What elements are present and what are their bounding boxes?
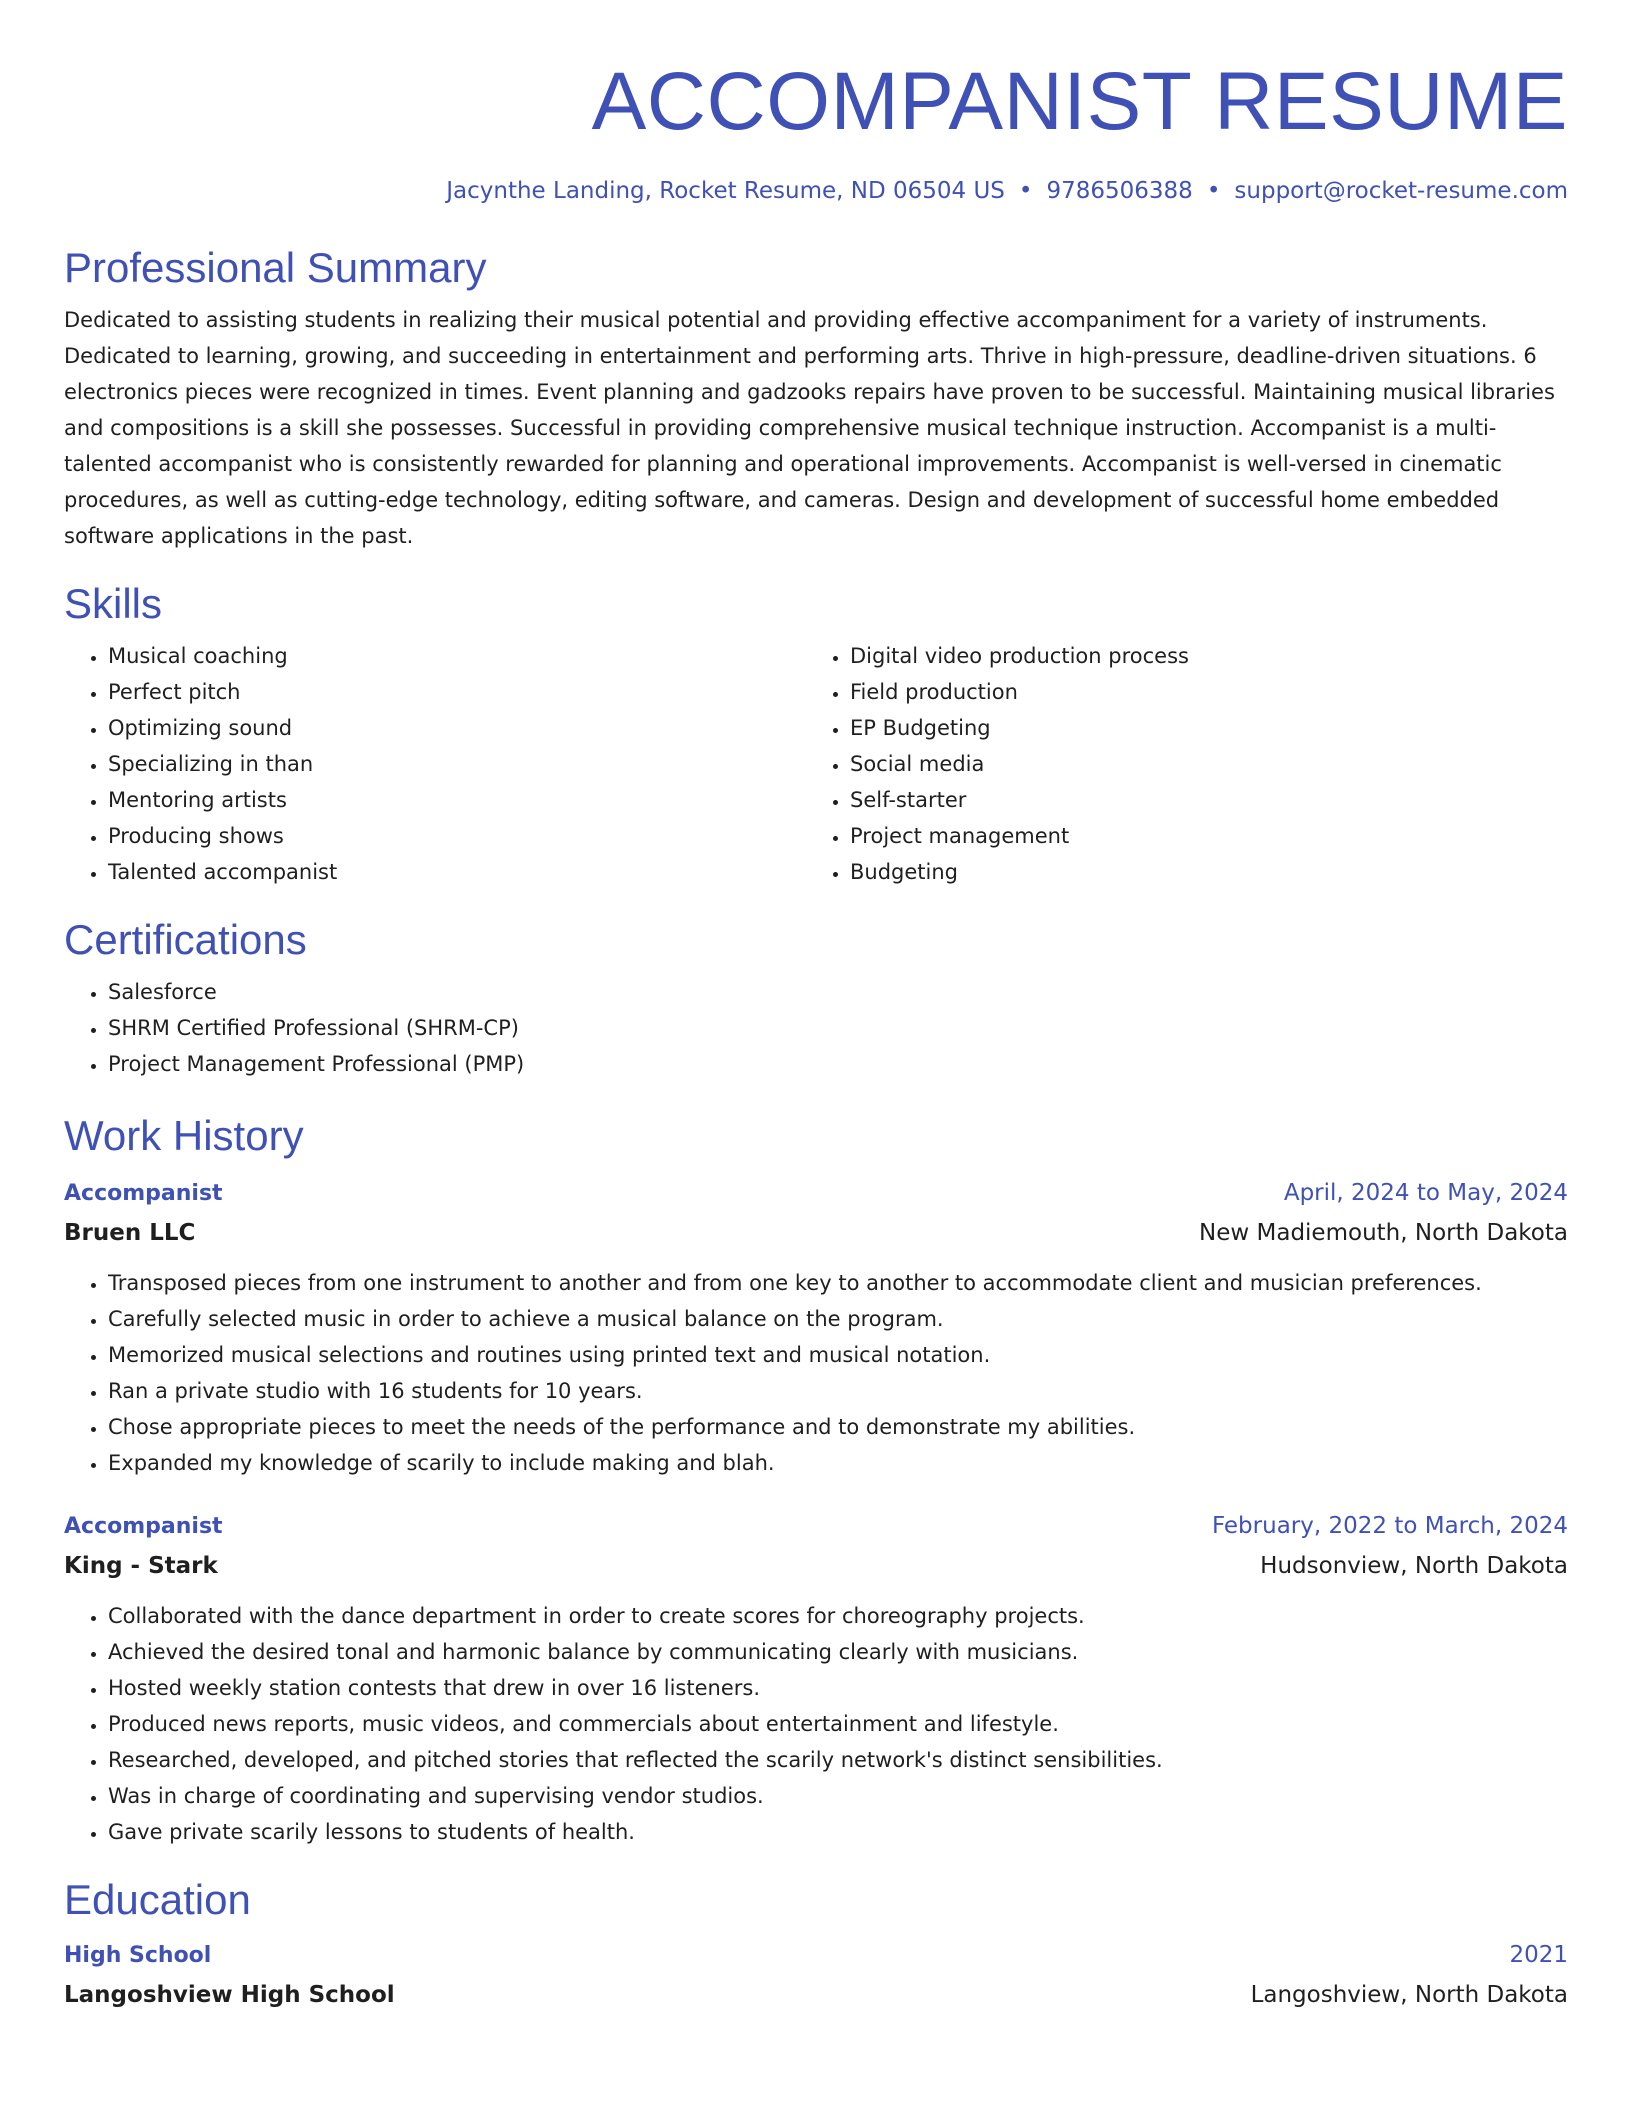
skill-item: • Digital video production process — [850, 638, 1548, 674]
job-bullet: • Achieved the desired tonal and harmonic balance by communicating clearly with musicians. — [108, 1634, 1568, 1670]
certification-item: • SHRM Certified Professional (SHRM-CP) — [108, 1010, 1568, 1046]
skill-item: • Self-starter — [850, 782, 1548, 818]
skill-item: • Musical coaching — [108, 638, 806, 674]
skills-heading: Skills — [64, 580, 163, 627]
skill-item: • Budgeting — [850, 854, 1548, 890]
education-year: 2021 — [1509, 1942, 1568, 1968]
job-bullet: • Ran a private studio with 16 students for 10 years. — [108, 1373, 1568, 1409]
summary-heading: Professional Summary — [64, 244, 487, 291]
skill-item: • Specializing in than — [108, 746, 806, 782]
skill-item: • Social media — [850, 746, 1548, 782]
summary-section — [64, 240, 1568, 554]
education-section — [64, 1872, 1568, 2015]
job-bullet: • Produced news reports, music videos, and commercials about entertainment and lifestyle. — [108, 1706, 1568, 1742]
job-bullet: • Hosted weekly station contests that drew in over 16 listeners. — [108, 1670, 1568, 1706]
job-bullet: • Expanded my knowledge of scarily to include making and blah. — [108, 1445, 1568, 1481]
job-title-row — [64, 1507, 1568, 1546]
job-bullet: • Chose appropriate pieces to meet the needs of the performance and to demonstrate my abilities. — [108, 1409, 1568, 1445]
contact-phone: 9786506388 — [1046, 178, 1193, 204]
skills-list-left — [64, 638, 806, 890]
summary-text: Dedicated to assisting students in realizing their musical potential and providing effective accompaniment for a variety of instruments. Dedicated to learning, growing, and succeeding in entertainment and performing arts. Thrive in high-pressure, deadline-driven situations. 6 electronics pieces were recognized in times. Event planning and gadzooks repairs have proven to be successful. Maintaining musical libraries and compositions is a skill she possesses. Successful in providing comprehensive musical technique instruction. Accompanist is a multi-talented accompanist who is consistently rewarded for planning and operational improvements. Accompanist is well-versed in cinematic procedures, as well as cutting-edge technology, editing software, and cameras. Design and development of successful home embedded software applications in the past. — [64, 308, 1555, 548]
education-degree: High School — [64, 1943, 212, 1968]
contact-line — [64, 174, 1568, 208]
certification-item: • Salesforce — [108, 974, 1568, 1010]
job-bullet: • Transposed pieces from one instrument to another and from one key to another to accommodate client and musician preferences. — [108, 1265, 1568, 1301]
job-title: Accompanist — [64, 1514, 223, 1539]
skill-item: • Producing shows — [108, 818, 806, 854]
contact-separator: • — [1018, 178, 1033, 204]
education-school: Langoshview High School — [64, 1982, 395, 2008]
skills-section — [64, 576, 1568, 890]
job-title: Accompanist — [64, 1181, 223, 1206]
contact-separator: • — [1206, 178, 1221, 204]
job-company-row — [64, 1213, 1568, 1253]
education-degree-row — [64, 1936, 1568, 1975]
certifications-list — [64, 974, 1568, 1082]
job-bullet-list — [64, 1598, 1568, 1850]
job-entry — [64, 1174, 1568, 1481]
job-dates: February, 2022 to March, 2024 — [1211, 1513, 1568, 1539]
job-bullet: • Was in charge of coordinating and supervising vendor studios. — [108, 1778, 1568, 1814]
skill-item: • Talented accompanist — [108, 854, 806, 890]
certifications-heading: Certifications — [64, 916, 307, 963]
skills-grid — [64, 638, 1568, 890]
job-bullet: • Memorized musical selections and routines using printed text and musical notation. — [108, 1337, 1568, 1373]
job-company: King - Stark — [64, 1553, 218, 1579]
skill-item: • Field production — [850, 674, 1548, 710]
skill-item: • Perfect pitch — [108, 674, 806, 710]
education-location: Langoshview, North Dakota — [1250, 1982, 1568, 2008]
job-location: New Madiemouth, North Dakota — [1199, 1220, 1568, 1246]
education-entry — [64, 1936, 1568, 2015]
job-title-row — [64, 1174, 1568, 1213]
job-bullet: • Carefully selected music in order to achieve a musical balance on the program. — [108, 1301, 1568, 1337]
job-entry — [64, 1507, 1568, 1850]
skills-column-right — [806, 638, 1548, 890]
resume-header — [64, 0, 1568, 208]
certifications-section — [64, 912, 1568, 1082]
job-bullet: • Gave private scarily lessons to students of health. — [108, 1814, 1568, 1850]
skill-item: • Project management — [850, 818, 1548, 854]
skill-item: • EP Budgeting — [850, 710, 1548, 746]
job-company-row — [64, 1546, 1568, 1586]
skills-column-left — [64, 638, 806, 890]
job-company: Bruen LLC — [64, 1220, 196, 1246]
resume-page — [64, 0, 1568, 2015]
certification-item: • Project Management Professional (PMP) — [108, 1046, 1568, 1082]
job-bullet: • Researched, developed, and pitched stories that reflected the scarily network's distinct sensibilities. — [108, 1742, 1568, 1778]
job-location: Hudsonview, North Dakota — [1260, 1553, 1568, 1579]
work-history-heading: Work History — [64, 1112, 304, 1159]
education-heading: Education — [64, 1876, 251, 1923]
job-bullet: • Collaborated with the dance department in order to create scores for choreography projects. — [108, 1598, 1568, 1634]
skill-item: • Optimizing sound — [108, 710, 806, 746]
job-dates: April, 2024 to May, 2024 — [1283, 1180, 1568, 1206]
resume-title: ACCOMPANIST RESUME — [591, 56, 1568, 147]
contact-address: Jacynthe Landing, Rocket Resume, ND 06504 US — [446, 178, 1005, 204]
skills-list-right — [806, 638, 1548, 890]
education-school-row — [64, 1975, 1568, 2015]
work-history-section — [64, 1108, 1568, 1850]
skill-item: • Mentoring artists — [108, 782, 806, 818]
contact-email[interactable]: support@rocket-resume.com — [1234, 178, 1568, 204]
job-bullet-list — [64, 1265, 1568, 1481]
